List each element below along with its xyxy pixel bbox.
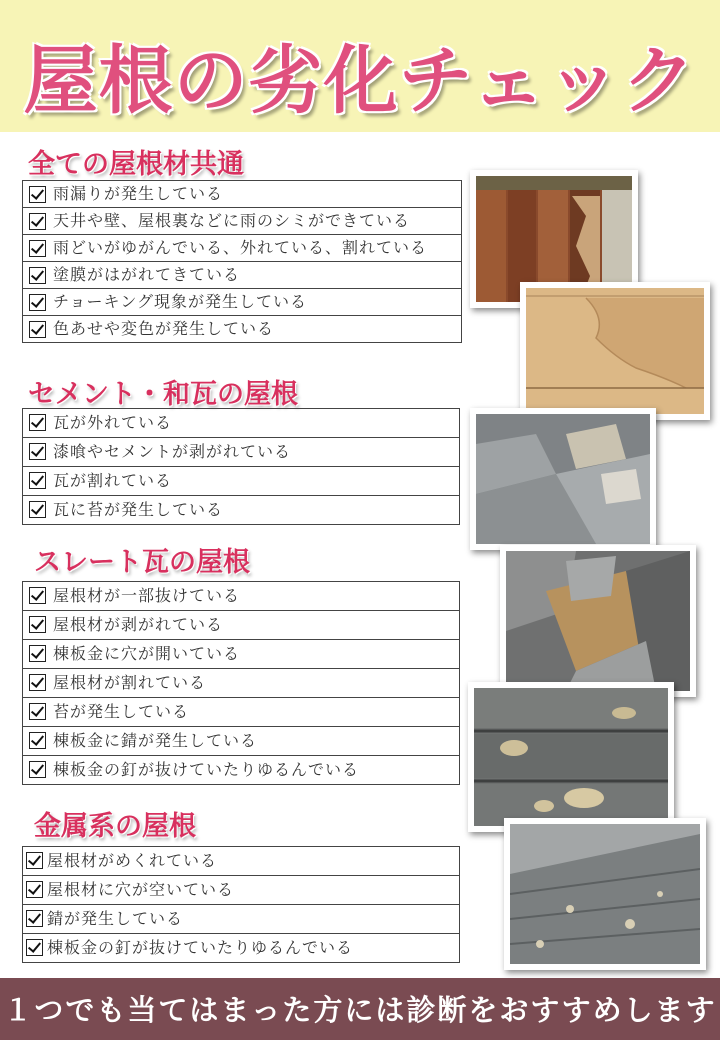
checkbox-checked-icon <box>29 414 46 431</box>
checklist-item: 棟板金に錆が発生している <box>23 727 459 756</box>
cracked-tiles-image <box>506 551 690 691</box>
checklist-item: 色あせや変色が発生している <box>23 316 461 342</box>
section-heading-cement: セメント・和瓦の屋根 <box>28 379 298 410</box>
checkbox-checked-icon <box>29 472 46 489</box>
checklist-cement <box>22 408 460 525</box>
section-heading-slate: スレート瓦の屋根 <box>34 547 250 578</box>
checklist-item: 苔が発生している <box>23 698 459 727</box>
checkbox-checked-icon <box>29 616 46 633</box>
checklist-item: 屋根材が割れている <box>23 669 459 698</box>
checkbox-checked-icon <box>29 240 46 257</box>
checkbox-checked-icon <box>29 732 46 749</box>
checkbox-checked-icon <box>29 443 46 460</box>
broken-tiles-image <box>476 414 650 544</box>
photo-stained-ceiling <box>520 282 710 420</box>
checkbox-checked-icon <box>26 852 43 869</box>
checklist-metal <box>22 846 460 963</box>
checklist-item: 屋根材がめくれている <box>23 847 459 876</box>
checkbox-checked-icon <box>29 267 46 284</box>
photo-broken-tiles <box>470 408 656 550</box>
footer-message: １つでも当てはまった方には診断をおすすめします <box>3 993 717 1027</box>
checkbox-checked-icon <box>29 587 46 604</box>
checklist-item: 塗膜がはがれてきている <box>23 262 461 289</box>
stained-ceiling-image <box>526 288 704 414</box>
checklist-item: 棟板金の釘が抜けていたりゆるんでいる <box>23 934 459 962</box>
checkbox-checked-icon <box>26 939 43 956</box>
checkbox-checked-icon <box>29 294 46 311</box>
checkbox-checked-icon <box>29 645 46 662</box>
checkbox-checked-icon <box>26 910 43 927</box>
header-banner <box>0 0 720 132</box>
checkbox-checked-icon <box>29 703 46 720</box>
checklist-item: 棟板金に穴が開いている <box>23 640 459 669</box>
checklist-item: 雨漏りが発生している <box>23 181 461 208</box>
checkbox-checked-icon <box>29 674 46 691</box>
checklist-item: 瓦が割れている <box>23 467 459 496</box>
checklist-item: 屋根材に穴が空いている <box>23 876 459 905</box>
checklist-common <box>22 180 462 343</box>
photo-metal-roof <box>504 818 706 970</box>
checklist-slate <box>22 581 460 785</box>
checkbox-checked-icon <box>29 321 46 338</box>
checkbox-checked-icon <box>29 213 46 230</box>
checklist-item: 屋根材が剥がれている <box>23 611 459 640</box>
checklist-item: 雨どいがゆがんでいる、外れている、割れている <box>23 235 461 262</box>
photo-mossy-slate <box>468 682 674 832</box>
checklist-item: 瓦に苔が発生している <box>23 496 459 524</box>
section-heading-metal: 金属系の屋根 <box>34 811 196 842</box>
checklist-item: チョーキング現象が発生している <box>23 289 461 316</box>
checklist-item: 錆が発生している <box>23 905 459 934</box>
metal-roof-image <box>510 824 700 964</box>
checkbox-checked-icon <box>29 186 46 203</box>
checklist-item: 棟板金の釘が抜けていたりゆるんでいる <box>23 756 459 784</box>
checklist-item: 天井や壁、屋根裏などに雨のシミができている <box>23 208 461 235</box>
checklist-item: 漆喰やセメントが剥がれている <box>23 438 459 467</box>
checkbox-checked-icon <box>29 761 46 778</box>
page-title: 屋根の劣化チェック <box>23 38 697 124</box>
mossy-slate-image <box>474 688 668 826</box>
checkbox-checked-icon <box>29 501 46 518</box>
checklist-item: 瓦が外れている <box>23 409 459 438</box>
checkbox-checked-icon <box>26 881 43 898</box>
photo-cracked-tiles <box>500 545 696 697</box>
footer-banner <box>0 978 720 1040</box>
checklist-item: 屋根材が一部抜けている <box>23 582 459 611</box>
section-heading-common: 全ての屋根材共通 <box>28 149 244 180</box>
